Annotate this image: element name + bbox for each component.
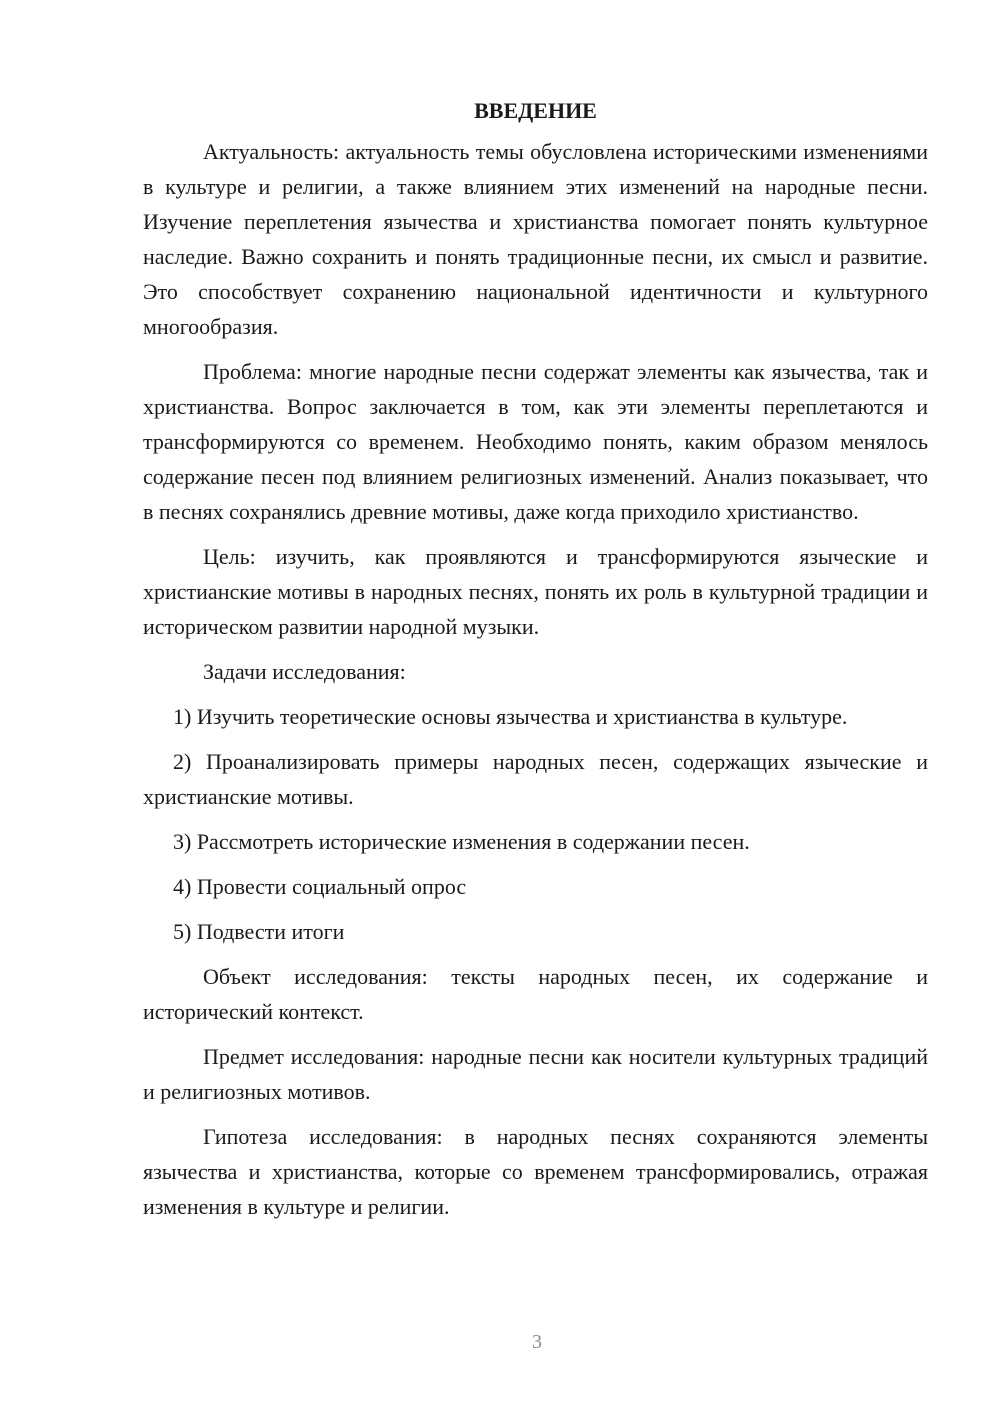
paragraph-tasks-heading: Задачи исследования: (203, 659, 406, 684)
paragraph-hypothesis: Гипотеза исследования: в народных песнях сохраняются элементы язычества и христианства, которые со временем трансформировались, отражая изменения в культуре и религии. (143, 1124, 928, 1219)
task-item-3: 3) Рассмотреть исторические изменения в содержании песен. (173, 829, 750, 854)
section-title: ВВЕДЕНИЕ (474, 98, 597, 123)
paragraph-object: Объект исследования: тексты народных песен, их содержание и исторический контекст. (143, 964, 928, 1024)
paragraph-relevance: Актуальность: актуальность темы обусловлена историческими изменениями в культуре и религии, а также влиянием этих изменений на народные песни. Изучение переплетения язычества и христианства помогает понять культурное наследие. Важно сохранить и понять традиционные песни, их смысл и развитие. Это способствует сохранению национальной идентичности и культурного многообразия. (143, 139, 928, 339)
paragraph-subject: Предмет исследования: народные песни как носители культурных традиций и религиозных мотивов. (143, 1044, 928, 1104)
document-page (143, 96, 928, 1234)
paragraph-goal: Цель: изучить, как проявляются и трансформируются языческие и христианские мотивы в народных песнях, понять их роль в культурной традиции и историческом развитии народной музыки. (143, 544, 928, 639)
task-item-5: 5) Подвести итоги (173, 919, 345, 944)
task-item-4: 4) Провести социальный опрос (173, 874, 467, 899)
paragraph-problem: Проблема: многие народные песни содержат элементы как язычества, так и христианства. Вопрос заключается в том, как эти элементы переплетаются и трансформируются со временем. Необходимо понять, каким образом менялось содержание песен под влиянием религиозных изменений. Анализ показывает, что в песнях сохранялись древние мотивы, даже когда приходило христианство. (143, 359, 928, 524)
task-item-2: 2) Проанализировать примеры народных песен, содержащих языческие и христианские мотивы. (143, 749, 928, 809)
page-number: 3 (532, 1331, 542, 1353)
task-item-1: 1) Изучить теоретические основы язычества и христианства в культуре. (173, 704, 848, 729)
